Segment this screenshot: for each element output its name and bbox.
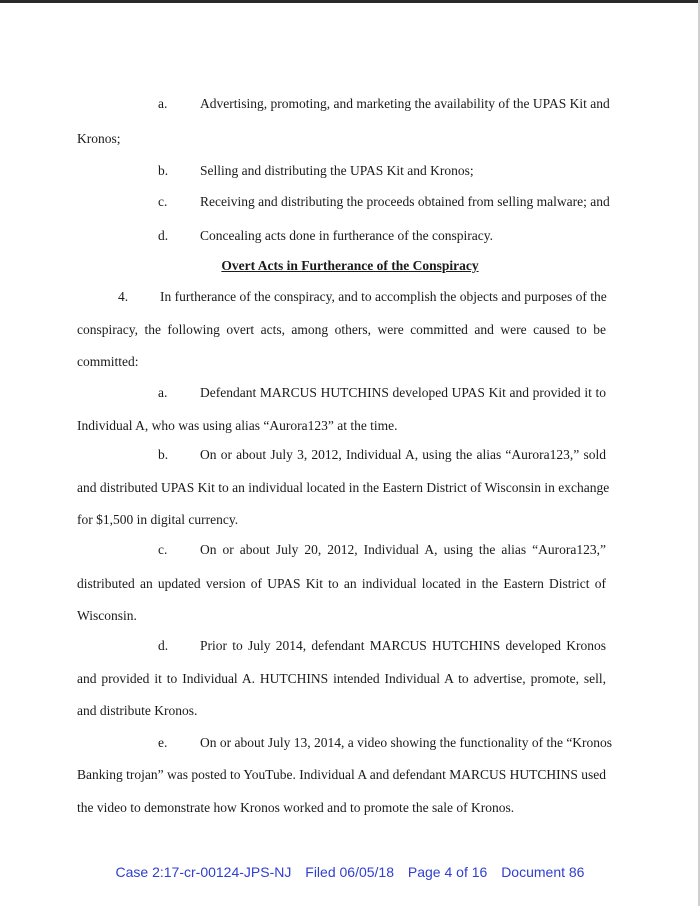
object-b-text: Selling and distributing the UPAS Kit and Kronos; (200, 163, 474, 178)
court-filing-footer (0, 864, 700, 880)
object-d-label: d. (158, 228, 169, 243)
object-a-text: Advertising, promoting, and marketing the availability of the UPAS Kit and (200, 96, 610, 111)
act-b-line-1: On or about July 3, 2012, Individual A, using the alias “Aurora123,” sold (200, 447, 606, 462)
footer-filed-date: Filed 06/05/18 (305, 864, 394, 880)
act-e-label: e. (158, 735, 168, 750)
footer-document-number: Document 86 (501, 864, 585, 880)
act-c-line-1: On or about July 20, 2012, Individual A, using the alias “Aurora123,” (200, 542, 606, 557)
object-c-text: Receiving and distributing the proceeds obtained from selling malware; and (200, 194, 610, 209)
object-b-label: b. (158, 163, 169, 178)
act-d-line-2: and provided it to Individual A. HUTCHINS intended Individual A to advertise, promote, sell, (77, 671, 606, 686)
section-heading: Overt Acts in Furtherance of the Conspiracy (221, 258, 479, 273)
act-e-line-2: Banking trojan” was posted to YouTube. Individual A and defendant MARCUS HUTCHINS used (77, 767, 606, 782)
paragraph-4-line-3: committed: (77, 354, 139, 369)
act-a-line-2: Individual A, who was using alias “Aurora123” at the time. (77, 418, 398, 433)
act-b-line-2: and distributed UPAS Kit to an individual located in the Eastern District of Wisconsin in exchange (77, 480, 610, 495)
object-a-label: a. (158, 96, 168, 111)
act-e-line-3: the video to demonstrate how Kronos worked and to promote the sale of Kronos. (77, 800, 515, 815)
act-c-label: c. (158, 542, 168, 557)
paragraph-4-line-2: conspiracy, the following overt acts, among others, were committed and were caused to be (77, 322, 606, 337)
act-b-line-3: for $1,500 in digital currency. (77, 512, 239, 527)
act-e-line-1: On or about July 13, 2014, a video showing the functionality of the “Kronos (200, 735, 613, 750)
object-a-text-cont: Kronos; (77, 131, 121, 146)
act-c-line-2: distributed an updated version of UPAS Kit to an individual located in the Eastern District of (77, 576, 606, 591)
footer-case-number: Case 2:17-cr-00124-JPS-NJ (115, 864, 292, 880)
act-a-line-1: Defendant MARCUS HUTCHINS developed UPAS Kit and provided it to (200, 385, 606, 400)
object-d-text: Concealing acts done in furtherance of the conspiracy. (200, 228, 494, 243)
paragraph-4-line-1: In furtherance of the conspiracy, and to accomplish the objects and purposes of the (160, 289, 607, 304)
act-b-label: b. (158, 447, 169, 462)
footer-page-number: Page 4 of 16 (407, 864, 488, 880)
act-c-line-3: Wisconsin. (77, 608, 137, 623)
act-d-line-1: Prior to July 2014, defendant MARCUS HUTCHINS developed Kronos (200, 638, 606, 653)
act-d-label: d. (158, 638, 169, 653)
paragraph-number: 4. (118, 289, 129, 304)
object-c-label: c. (158, 194, 168, 209)
act-a-label: a. (158, 385, 168, 400)
act-d-line-3: and distribute Kronos. (77, 703, 198, 718)
